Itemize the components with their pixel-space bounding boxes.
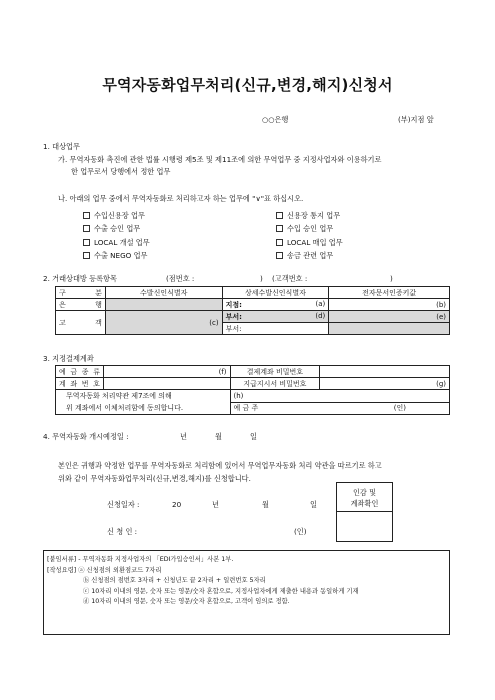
section2-heading: 2. 거래상대방 등록항목 [43, 274, 117, 283]
section1-heading: 1. 대상업무 [43, 142, 80, 151]
customer-sender-id-cell[interactable]: (c) [105, 311, 222, 335]
customer-empty-cell [329, 323, 450, 335]
document-title: 무역자동화업무처리(신규,변경,해지)신청서 [102, 76, 393, 94]
application-year-unit: 년 [212, 500, 219, 509]
declaration-line2: 위와 같이 무역자동화업무처리(신규,변경,해지)를 신청합니다. [58, 474, 251, 483]
order-password-cell[interactable]: (g) [320, 378, 450, 390]
order-password-label: 지급지시서 비밀번호 [230, 378, 320, 390]
applicant-label: 신 청 인 : [107, 527, 138, 536]
seal-mark-cell[interactable]: (h) [230, 390, 450, 403]
section1-b-line: 나. 아래의 업무 중에서 무역자동화로 처리하고자 하는 업무에 "∨"표 하십시오. [58, 194, 304, 203]
bank-name: ○○은행 [262, 115, 289, 124]
task-list-left [83, 209, 150, 263]
checkbox[interactable] [83, 252, 90, 259]
header-gubun: 구 분 [56, 287, 106, 299]
header-detail-id: 상세수발신인식별자 [222, 287, 329, 299]
notes-box [43, 550, 450, 635]
instruction-note: [작성요령] ⓐ 신청점의 외환점코드 7자리 [47, 566, 162, 574]
declaration-line1: 본인은 귀행과 약정한 업무를 무역자동화로 처리함에 있어서 무역업무자동화 처리 약관을 따르기로 하고 [58, 461, 382, 470]
bank-sender-id-cell [105, 299, 222, 311]
task-item[interactable]: LOCAL 개설 업무 [83, 236, 150, 249]
settlement-table [55, 365, 450, 415]
applicant-seal: (인) [294, 527, 307, 536]
section4-heading: 4. 무역자동화 개시예정일 : [43, 432, 129, 441]
instruction-d: ⓓ 10자리 이내의 영문, 숫자 또는 영문/숫자 혼합으로, 고객이 임의로 정함. [83, 598, 290, 605]
start-month-unit: 월 [215, 432, 222, 441]
customer-auth-key-cell[interactable]: (e) [329, 311, 450, 323]
store-number-close: ) [260, 274, 263, 283]
task-item[interactable]: 수출 NEGO 업무 [83, 249, 150, 262]
task-item[interactable]: 수입 승인 업무 [276, 222, 343, 235]
header-sender-id: 수발신인식별자 [105, 287, 222, 299]
checkbox[interactable] [276, 225, 283, 232]
checkbox[interactable] [276, 252, 283, 259]
instruction-b: ⓑ 신청점의 점번호 3자리 + 신청년도 끝 2자리 + 일련번호 5자리 [83, 577, 266, 584]
application-year-value: 20 [172, 500, 182, 509]
customer-detail-cell[interactable]: 부서: (d) [222, 311, 329, 323]
deposit-type-label: 예 금 종 류 [56, 366, 104, 378]
task-item[interactable]: 수입신용장 업무 [83, 209, 150, 222]
account-password-cell[interactable] [320, 366, 450, 378]
account-number-cell[interactable] [103, 378, 230, 390]
task-item[interactable]: 신용장 통지 업무 [276, 209, 343, 222]
row-label-bank: 은 행 [56, 299, 106, 311]
account-number-label: 계 좌 번 호 [56, 378, 104, 390]
header-auth-key: 전자문서인증키값 [329, 287, 450, 299]
task-list-right [276, 209, 343, 263]
task-item[interactable]: LOCAL 매입 업무 [276, 236, 343, 249]
customer-number-close: ) [390, 274, 393, 283]
seal-check-box [336, 482, 393, 542]
account-holder-cell[interactable]: 예 금 주 (인) [230, 402, 450, 415]
attachment-note: [붙임서류] - 무역자동화 지정사업자의 「EDI가입승인서」사본 1부. [47, 556, 234, 563]
counterparty-table [55, 286, 450, 335]
deposit-type-cell[interactable]: (f) [103, 366, 230, 378]
section3-heading: 3. 지정결제계좌 [43, 354, 94, 363]
checkbox[interactable] [83, 225, 90, 232]
section1-a-line2: 한 업무로서 당행에서 정한 업무 [71, 167, 171, 176]
application-month-unit: 월 [262, 500, 269, 509]
task-item[interactable]: 수출 승인 업무 [83, 222, 150, 235]
checkbox[interactable] [83, 239, 90, 246]
seal-check-header: 인감 및 계좌확인 [336, 482, 393, 512]
instruction-c: ⓒ 10자리 이내의 영문, 숫자 또는 영문/숫자 혼합으로, 지정사업자에게 제출한 내용과 동일하게 기재 [83, 587, 359, 595]
section1-a-line1: 가. 무역자동화 촉진에 관한 법률 시행령 제5조 및 제11조에 의한 무역업무 중 지정사업자와 이용하기로 [58, 155, 382, 164]
customer-dept-cell[interactable]: 부서: [222, 323, 329, 335]
start-year-unit: 년 [180, 432, 187, 441]
row-label-customer: 고 객 [56, 311, 106, 335]
bank-auth-key-cell[interactable]: (b) [329, 299, 450, 311]
checkbox[interactable] [276, 212, 283, 219]
store-number-label: (점번호 : [166, 274, 195, 283]
bank-detail-cell[interactable]: 지점: (a) [222, 299, 329, 311]
checkbox[interactable] [83, 212, 90, 219]
task-item[interactable]: 송금 관련 업무 [276, 249, 343, 262]
bank-branch: (부)지점 앞 [398, 115, 434, 124]
account-password-label: 결제계좌 비밀번호 [230, 366, 320, 378]
checkbox[interactable] [276, 239, 283, 246]
application-day-unit: 일 [310, 500, 317, 509]
customer-number-label: (고객번호 : [272, 274, 308, 283]
application-date-label: 신청일자 : [107, 500, 140, 509]
consent-text: 무역자동화 처리약관 제7조에 의해 위 계좌에서 이체처리함에 동의합니다. [56, 390, 231, 415]
start-day-unit: 일 [250, 432, 257, 441]
